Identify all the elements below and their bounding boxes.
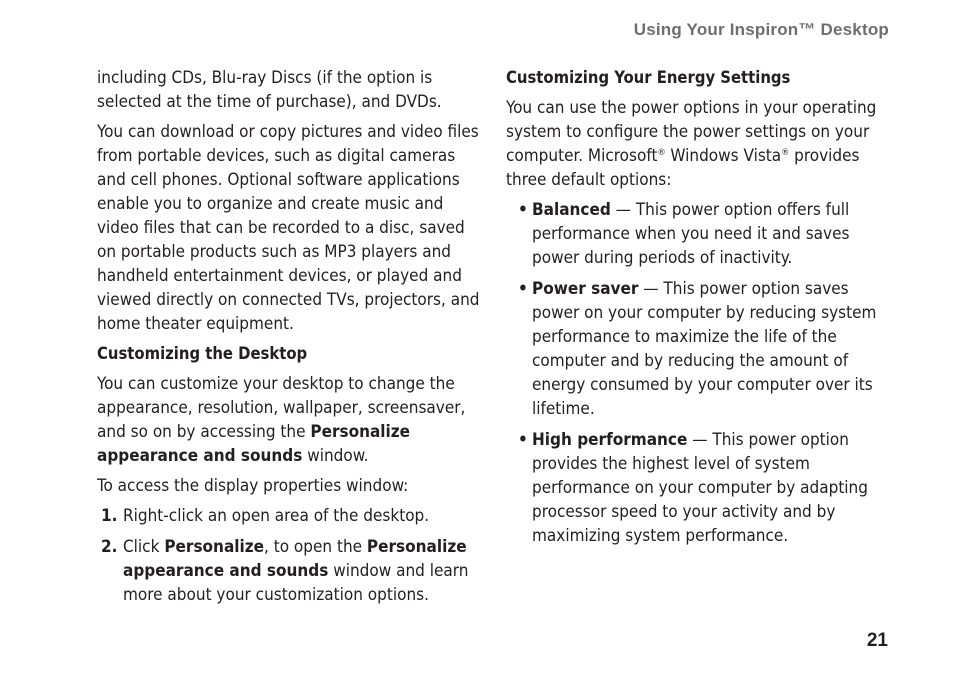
power-option-power-saver	[506, 277, 891, 421]
heading-energy-settings: Customizing Your Energy Settings	[506, 68, 791, 87]
step-item	[97, 535, 481, 607]
text-segment: window and learn more about your customization options.	[123, 561, 469, 605]
steps-list	[97, 504, 481, 607]
text-segment: You can customize your desktop to change the appearance, resolution, wallpaper, screensaver, and so on by accessing the	[97, 374, 466, 442]
step-number: 2.	[101, 537, 118, 557]
option-description: — This power option offers full performance when you need it and saves power during periods of inactivity.	[532, 200, 850, 268]
power-option-high-performance	[506, 428, 891, 548]
registered-mark: ®	[657, 148, 666, 158]
bold-term-personalize: Personalize appearance and sounds	[97, 422, 411, 466]
left-column	[97, 66, 481, 614]
paragraph-media-formats: including CDs, Blu-ray Discs (if the option is selected at the time of purchase), and DVDs.	[97, 68, 442, 112]
registered-mark: ®	[781, 148, 790, 158]
text-segment: , to open the	[264, 537, 367, 557]
bullet-icon: •	[518, 200, 528, 220]
running-header: Using Your Inspiron™ Desktop	[633, 20, 889, 39]
bullet-icon: •	[518, 430, 528, 450]
option-description: — This power option saves power on your computer by reducing system performance to maximize the life of the computer and by reducing the amount of energy consumed by your computer over its lifetime.	[532, 279, 877, 419]
paragraph-access-display: To access the display properties window:	[97, 476, 409, 496]
text-segment: Click	[123, 537, 165, 557]
bold-term-personalize-window: Personalize appearance and sounds	[123, 537, 467, 581]
heading-customizing-desktop: Customizing the Desktop	[97, 344, 308, 363]
power-options-list	[506, 198, 891, 548]
bold-term-personalize: Personalize	[164, 537, 265, 557]
option-term: Power saver	[532, 279, 639, 299]
page-number: 21	[866, 630, 888, 651]
step-text: Right-click an open area of the desktop.	[123, 506, 430, 526]
power-option-balanced	[506, 198, 891, 270]
text-segment: window.	[302, 446, 369, 466]
paragraph-power-options-intro	[506, 96, 891, 192]
text-segment: provides three default options:	[506, 146, 860, 190]
option-description: — This power option provides the highest level of system performance on your computer by adapting processor speed to your activity and by maximizing system performance.	[532, 430, 868, 546]
step-item	[97, 504, 481, 528]
bullet-icon: •	[518, 279, 528, 299]
text-segment: You can use the power options in your operating system to configure the power settings on your computer. Microsoft	[506, 98, 877, 166]
option-term: High performance	[532, 430, 688, 450]
paragraph-download-media: You can download or copy pictures and video files from portable devices, such as digital cameras and cell phones. Optional software applications enable you to organize and create music and video files that can be recorded to a disc, saved on portable products such as MP3 players and handheld entertainment devices, or played and viewed directly on connected TVs, projectors, and home theater equipment.	[97, 122, 480, 334]
right-column	[506, 66, 891, 555]
text-segment: Windows Vista	[665, 146, 782, 166]
option-term: Balanced	[532, 200, 611, 220]
paragraph-customize-desktop	[97, 372, 481, 468]
step-number: 1.	[101, 506, 118, 526]
